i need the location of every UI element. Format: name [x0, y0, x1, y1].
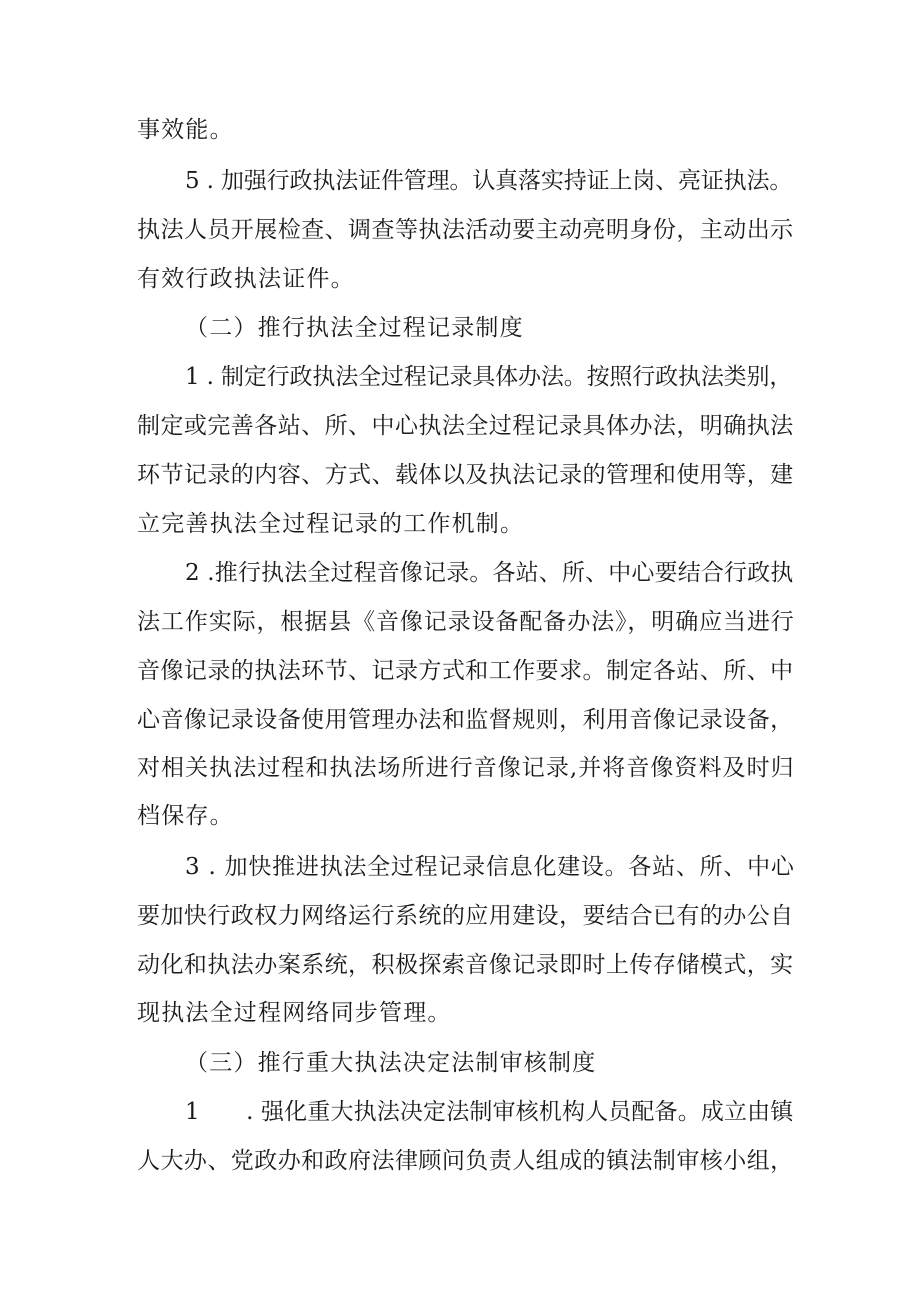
text-line: 立完善执法全过程记录的工作机制。: [137, 511, 525, 537]
text-line: 1 . 强化重大执法决定法制审核机构人员配备。成立由镇: [185, 1099, 794, 1125]
text-line: 现执法全过程网络同步管理。: [137, 1000, 452, 1026]
text-line: 法工作实际，根据县《音像记录设备配备办法》，明确应当进行: [137, 609, 795, 635]
text-line: 1 . 制定行政执法全过程记录具体办法。按照行政执法类别，: [185, 364, 793, 390]
text-line: 人大办、党政办和政府法律顾问负责人组成的镇法制审核小组，: [137, 1148, 794, 1174]
section-heading: （三）推行重大执法决定法制审核制度: [185, 1050, 597, 1076]
text-line: 制定或完善各站、所、中心执法全过程记录具体办法，明确执法: [137, 413, 794, 439]
text-line: 档保存。: [137, 803, 234, 829]
text-line: 心音像记录设备使用管理办法和监督规则，利用音像记录设备，: [137, 707, 794, 733]
text-line: 动化和执法办案系统，积极探索音像记录即时上传存储模式，实: [137, 952, 794, 978]
text-line: 环节记录的内容、方式、载体以及执法记录的管理和使用等，建: [137, 462, 794, 488]
text-line: 有效行政执法证件。: [137, 266, 355, 292]
text-line: 音像记录的执法环节、记录方式和工作要求。制定各站、所、中: [137, 658, 794, 684]
text-line: 事效能。: [137, 117, 234, 143]
text-line: 3 . 加快推进执法全过程记录信息化建设。各站、所、中心: [185, 854, 795, 880]
text-line: 5 . 加强行政执法证件管理。认真落实持证上岗、亮证执法。: [185, 168, 793, 194]
text-line: 2 .推行执法全过程音像记录。各站、所、中心要结合行政执: [185, 560, 794, 586]
text-line: 对相关执法过程和执法场所进行音像记录,并将音像资料及时归: [137, 755, 795, 781]
section-heading: （二）推行执法全过程记录制度: [185, 315, 524, 341]
text-line: 执法人员开展检查、调查等执法活动要主动亮明身份，主动出示: [137, 217, 794, 243]
text-line: 要加快行政权力网络运行系统的应用建设，要结合已有的办公自: [137, 903, 794, 929]
